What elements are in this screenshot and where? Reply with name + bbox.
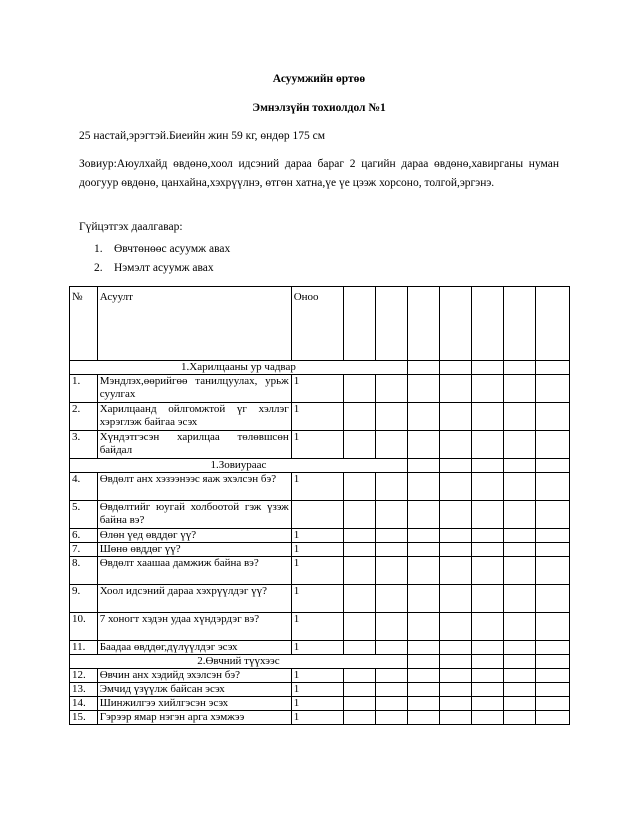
score-cell: [471, 473, 503, 501]
row-number: 14.: [70, 697, 98, 711]
row-number: 6.: [70, 529, 98, 543]
row-score: 1: [291, 375, 343, 403]
score-cell: [471, 361, 503, 375]
row-question: Гэрээр ямар нэгэн арга хэмжээ: [97, 711, 291, 725]
score-cell: [503, 669, 535, 683]
score-cell: [407, 501, 439, 529]
score-cell: [343, 431, 375, 459]
score-cell: [439, 683, 471, 697]
score-cell: [407, 711, 439, 725]
score-column: [375, 287, 407, 361]
section-title: 2.Өвчний түүхээс: [70, 655, 408, 669]
score-cell: [503, 375, 535, 403]
table-row: [70, 529, 570, 543]
row-question: Өвдөлт анх хэзээнээс яаж эхэлсэн бэ?: [97, 473, 291, 501]
table-row: [70, 557, 570, 585]
task-number: 2.: [94, 262, 103, 274]
score-cell: [343, 641, 375, 655]
section-title: 1.Зовиураас: [70, 459, 408, 473]
score-cell: [439, 459, 471, 473]
row-score: 1: [291, 431, 343, 459]
section-row: [70, 655, 570, 669]
row-question: Эмчид үзүүлж байсан эсэх: [97, 683, 291, 697]
score-cell: [535, 361, 569, 375]
score-cell: [439, 501, 471, 529]
score-cell: [503, 473, 535, 501]
row-question: Шинжилгээ хийлгэсэн эсэх: [97, 697, 291, 711]
score-cell: [375, 585, 407, 613]
score-cell: [439, 613, 471, 641]
score-cell: [503, 403, 535, 431]
row-number: 2.: [70, 403, 98, 431]
score-cell: [407, 375, 439, 403]
score-cell: [439, 529, 471, 543]
row-question: Баадаа өвддөг,дүлүүлдэг эсэх: [97, 641, 291, 655]
header-question: Асуулт: [97, 287, 291, 361]
score-cell: [407, 403, 439, 431]
score-cell: [343, 473, 375, 501]
score-cell: [471, 683, 503, 697]
row-score: 1: [291, 683, 343, 697]
row-question: Өлөн үед өвддөг үү?: [97, 529, 291, 543]
case-title: Эмнэлзүйн тохиолдол №1: [252, 102, 386, 114]
score-cell: [503, 543, 535, 557]
score-cell: [407, 697, 439, 711]
row-question: Өвчин анх хэдийд эхэлсэн бэ?: [97, 669, 291, 683]
score-cell: [471, 501, 503, 529]
score-cell: [407, 543, 439, 557]
row-number: 11.: [70, 641, 98, 655]
score-cell: [375, 683, 407, 697]
row-number: 3.: [70, 431, 98, 459]
row-number: 8.: [70, 557, 98, 585]
task-label: Гүйцэтгэх даалгавар:: [79, 221, 183, 233]
row-number: 13.: [70, 683, 98, 697]
score-cell: [471, 403, 503, 431]
score-cell: [407, 459, 439, 473]
score-cell: [535, 501, 569, 529]
document-title: Асуумжийн өртөө: [272, 73, 366, 85]
row-score: 1: [291, 403, 343, 431]
score-cell: [471, 459, 503, 473]
score-cell: [439, 473, 471, 501]
score-cell: [439, 403, 471, 431]
score-cell: [407, 529, 439, 543]
task-list: [94, 240, 230, 278]
row-score: 1: [291, 669, 343, 683]
score-column: [343, 287, 375, 361]
row-score: 1: [291, 697, 343, 711]
score-cell: [439, 543, 471, 557]
score-cell: [503, 557, 535, 585]
score-cell: [343, 613, 375, 641]
row-score: 1: [291, 641, 343, 655]
score-cell: [375, 529, 407, 543]
table-row: [70, 501, 570, 529]
score-cell: [535, 557, 569, 585]
score-cell: [535, 431, 569, 459]
score-cell: [471, 641, 503, 655]
score-cell: [439, 585, 471, 613]
row-question: Хүндэтгэсэн харилцаа төлөвшсөн байдал: [97, 431, 291, 459]
score-cell: [535, 403, 569, 431]
score-cell: [471, 375, 503, 403]
score-cell: [407, 557, 439, 585]
score-cell: [503, 711, 535, 725]
table-row: [70, 585, 570, 613]
task-text: Өвчтөнөөс асуумж авах: [114, 243, 231, 255]
row-question: Мэндлэх,өөрийгөө танилцуулах, урьж суулгах: [97, 375, 291, 403]
table-row: [70, 641, 570, 655]
score-cell: [439, 711, 471, 725]
row-number: 9.: [70, 585, 98, 613]
section-title: 1.Харилцааны ур чадвар: [70, 361, 408, 375]
score-cell: [407, 655, 439, 669]
table-row: [70, 613, 570, 641]
score-cell: [439, 669, 471, 683]
score-cell: [407, 669, 439, 683]
score-cell: [407, 361, 439, 375]
row-score: 1: [291, 529, 343, 543]
table-row: [70, 403, 570, 431]
score-cell: [535, 529, 569, 543]
score-cell: [375, 431, 407, 459]
section-row: [70, 459, 570, 473]
row-number: 10.: [70, 613, 98, 641]
row-score: 1: [291, 473, 343, 501]
score-cell: [407, 683, 439, 697]
row-score: [291, 501, 343, 529]
table-row: [70, 669, 570, 683]
score-cell: [471, 557, 503, 585]
score-cell: [439, 557, 471, 585]
score-cell: [343, 557, 375, 585]
score-cell: [343, 585, 375, 613]
score-cell: [407, 641, 439, 655]
score-cell: [375, 697, 407, 711]
row-score: 1: [291, 613, 343, 641]
score-cell: [535, 641, 569, 655]
score-cell: [343, 683, 375, 697]
row-number: 5.: [70, 501, 98, 529]
task-item: [94, 240, 230, 259]
score-cell: [439, 641, 471, 655]
score-cell: [375, 557, 407, 585]
score-cell: [503, 697, 535, 711]
table-row: [70, 697, 570, 711]
score-cell: [535, 543, 569, 557]
patient-info: 25 настай,эрэгтэй.Биеийн жин 59 кг, өндөр 175 см: [79, 130, 326, 142]
score-cell: [343, 501, 375, 529]
score-cell: [439, 361, 471, 375]
score-cell: [503, 459, 535, 473]
score-cell: [343, 375, 375, 403]
score-cell: [439, 655, 471, 669]
score-cell: [375, 711, 407, 725]
score-column: [439, 287, 471, 361]
score-cell: [375, 613, 407, 641]
score-cell: [503, 361, 535, 375]
score-cell: [503, 613, 535, 641]
table-row: [70, 711, 570, 725]
score-column: [407, 287, 439, 361]
score-cell: [407, 613, 439, 641]
row-number: 1.: [70, 375, 98, 403]
table-row: [70, 473, 570, 501]
score-cell: [535, 669, 569, 683]
score-cell: [439, 375, 471, 403]
complaint-text: Зовиур:Аюулхайд өвдөнө,хоол идсэний дараа бараг 2 цагийн дараа өвдөнө,хавирганы нуман доогуур өвдөнө, цанхайна,хэхрүүлнэ, өтгөн хатна,үе үе цээж хорсоно, толгой,эргэнэ.: [79, 158, 559, 189]
table-row: [70, 431, 570, 459]
score-cell: [407, 585, 439, 613]
task-number: 1.: [94, 243, 103, 255]
score-cell: [535, 683, 569, 697]
row-score: 1: [291, 585, 343, 613]
table-row: [70, 375, 570, 403]
score-cell: [503, 655, 535, 669]
score-cell: [471, 613, 503, 641]
section-row: [70, 361, 570, 375]
score-cell: [535, 697, 569, 711]
score-cell: [471, 529, 503, 543]
row-question: 7 хоногт хэдэн удаа хүндэрдэг вэ?: [97, 613, 291, 641]
score-cell: [343, 543, 375, 557]
row-question: Харилцаанд ойлгомжтой үг хэллэг хэрэглэж байгаа эсэх: [97, 403, 291, 431]
row-score: 1: [291, 711, 343, 725]
row-score: 1: [291, 543, 343, 557]
score-cell: [471, 669, 503, 683]
score-cell: [503, 529, 535, 543]
row-number: 15.: [70, 711, 98, 725]
score-cell: [407, 431, 439, 459]
row-question: Өвдөлт хаашаа дамжиж байна вэ?: [97, 557, 291, 585]
row-number: 12.: [70, 669, 98, 683]
score-cell: [375, 375, 407, 403]
score-cell: [343, 529, 375, 543]
score-cell: [535, 711, 569, 725]
task-item: [94, 259, 230, 278]
score-cell: [343, 669, 375, 683]
score-cell: [535, 473, 569, 501]
score-cell: [535, 613, 569, 641]
row-number: 7.: [70, 543, 98, 557]
table-row: [70, 683, 570, 697]
score-column: [535, 287, 569, 361]
score-cell: [375, 501, 407, 529]
score-cell: [375, 641, 407, 655]
score-cell: [343, 697, 375, 711]
score-cell: [535, 375, 569, 403]
score-cell: [503, 585, 535, 613]
score-cell: [343, 403, 375, 431]
score-cell: [439, 431, 471, 459]
row-number: 4.: [70, 473, 98, 501]
score-cell: [375, 473, 407, 501]
score-cell: [375, 669, 407, 683]
score-cell: [471, 585, 503, 613]
row-score: 1: [291, 557, 343, 585]
score-cell: [471, 655, 503, 669]
table-row: [70, 543, 570, 557]
score-cell: [503, 501, 535, 529]
score-cell: [375, 543, 407, 557]
score-cell: [407, 473, 439, 501]
score-cell: [471, 697, 503, 711]
score-cell: [375, 403, 407, 431]
header-number: №: [70, 287, 98, 361]
questionnaire-table: [69, 286, 570, 725]
task-text: Нэмэлт асуумж авах: [114, 262, 214, 274]
row-question: Өвдөлтийг юугай холбоотой гэж үзэж байна вэ?: [97, 501, 291, 529]
score-cell: [343, 711, 375, 725]
score-column: [503, 287, 535, 361]
header-score: Оноо: [291, 287, 343, 361]
table-header-row: [70, 287, 570, 361]
score-cell: [503, 641, 535, 655]
row-question: Шөнө өвддөг үү?: [97, 543, 291, 557]
score-cell: [471, 711, 503, 725]
score-cell: [535, 655, 569, 669]
score-cell: [471, 431, 503, 459]
score-cell: [535, 585, 569, 613]
score-cell: [471, 543, 503, 557]
score-cell: [503, 431, 535, 459]
score-column: [471, 287, 503, 361]
score-cell: [439, 697, 471, 711]
score-cell: [535, 459, 569, 473]
row-question: Хоол идсэний дараа хэхрүүлдэг үү?: [97, 585, 291, 613]
score-cell: [503, 683, 535, 697]
